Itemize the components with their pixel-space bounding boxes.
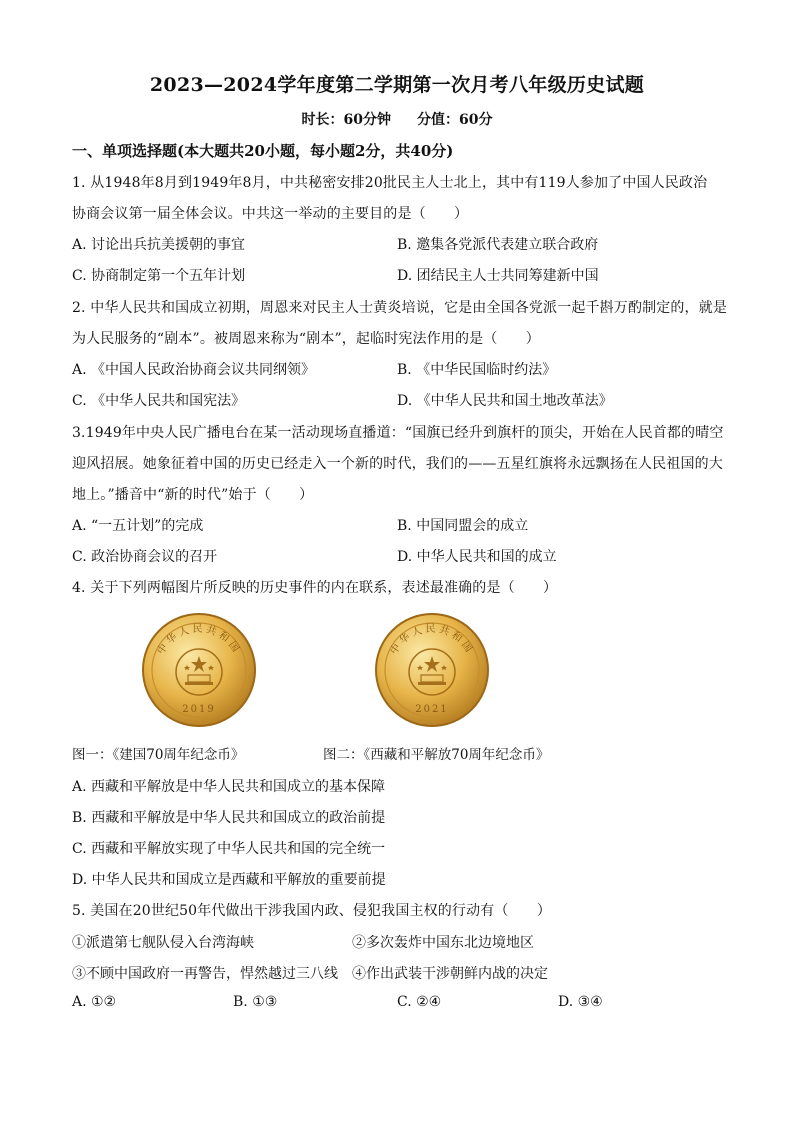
q5-item-4: ④作出武装干涉朝鲜内战的决定 [352, 966, 548, 982]
figure-caption-1: 图一：《建国70周年纪念币》 [72, 747, 245, 763]
q1-option-b: B. 邀集各党派代表建立联合政府 [397, 237, 599, 253]
q1-stem-line: 协商会议第一届全体会议。中共这一举动的主要目的是（ ） [72, 206, 469, 222]
coin-image [374, 612, 490, 728]
coin-image [141, 612, 257, 728]
q2-stem-line: 为人民服务的“剧本”。被周恩来称为“剧本”，起临时宪法作用的是（ ） [72, 331, 540, 347]
coin-rim-text: 中华人民共和国 [388, 624, 476, 657]
q2-option-a: A. 《中国人民政治协商会议共同纲领》 [72, 362, 316, 378]
commemorative-coin-2019 [141, 612, 257, 728]
q5-option-c: C. ②④ [397, 994, 442, 1010]
q1-option-d: D. 团结民主人士共同筹建新中国 [397, 268, 599, 284]
q4-stem-line: 4. 关于下列两幅图片所反映的历史事件的内在联系，表述最准确的是（ ） [72, 580, 558, 596]
q3-stem-line: 3.1949年中央人民广播电台在某一活动现场直播道：“国旗已经升到旗杆的顶尖，开始在人民首都的晴空 [72, 425, 724, 441]
q5-item-1: ①派遣第七舰队侵入台湾海峡 [72, 935, 254, 951]
coin-rim-text: 中华人民共和国 [155, 624, 243, 657]
q2-option-c: C. 《中华人民共和国宪法》 [72, 393, 246, 409]
q1-option-a: A. 讨论出兵抗美援朝的事宜 [72, 237, 246, 253]
q3-option-b: B. 中国同盟会的成立 [397, 518, 529, 534]
exam-duration: 时长：60分钟 [301, 112, 391, 128]
q2-option-d: D. 《中华人民共和国土地改革法》 [397, 393, 613, 409]
figure-caption-2: 图二：《西藏和平解放70周年纪念币》 [323, 747, 550, 763]
q5-option-a: A. ①② [72, 994, 117, 1010]
section-heading: 一、单项选择题(本大题共20小题，每小题2分，共40分) [72, 142, 454, 160]
q3-stem-line: 地上。”播音中“新的时代”始于（ ） [72, 487, 314, 503]
commemorative-coin-2021 [374, 612, 490, 728]
q3-stem-line: 迎风招展。她象征着中国的历史已经走入一个新的时代，我们的——五星红旗将永远飘扬在人民祖国的大 [72, 456, 723, 472]
q4-option-b: B. 西藏和平解放是中华人民共和国成立的政治前提 [72, 810, 386, 826]
q3-option-a: A. “一五计划”的完成 [72, 518, 204, 534]
q1-option-c: C. 协商制定第一个五年计划 [72, 268, 246, 284]
q4-option-a: A. 西藏和平解放是中华人民共和国成立的基本保障 [72, 779, 386, 795]
q2-stem-line: 2. 中华人民共和国成立初期，周恩来对民主人士黄炎培说，它是由全国各党派一起千斟万酌制定的，就是 [72, 300, 728, 316]
q4-option-c: C. 西藏和平解放实现了中华人民共和国的完全统一 [72, 841, 386, 857]
q4-option-d: D. 中华人民共和国成立是西藏和平解放的重要前提 [72, 872, 386, 888]
q5-option-b: B. ①③ [233, 994, 278, 1010]
coin-year: 2019 [182, 704, 216, 715]
q3-option-d: D. 中华人民共和国的成立 [397, 549, 557, 565]
q5-item-3: ③不顾中国政府一再警告，悍然越过三八线 [72, 966, 338, 982]
exam-score: 分值：60分 [417, 112, 493, 128]
q5-option-d: D. ③④ [558, 994, 603, 1010]
q2-option-b: B. 《中华民国临时约法》 [397, 362, 557, 378]
exam-meta [0, 109, 794, 129]
q5-item-2: ②多次轰炸中国东北边境地区 [352, 935, 534, 951]
q3-option-c: C. 政治协商会议的召开 [72, 549, 218, 565]
exam-title: 2023—2024学年度第二学期第一次月考八年级历史试题 [149, 74, 645, 96]
coin-year: 2021 [415, 704, 449, 715]
q1-stem-line: 1. 从1948年8月到1949年8月，中共秘密安排20批民主人士北上，其中有119人参加了中国人民政治 [72, 175, 708, 191]
q5-stem-line: 5. 美国在20世纪50年代做出干涉我国内政、侵犯我国主权的行动有（ ） [72, 903, 551, 919]
